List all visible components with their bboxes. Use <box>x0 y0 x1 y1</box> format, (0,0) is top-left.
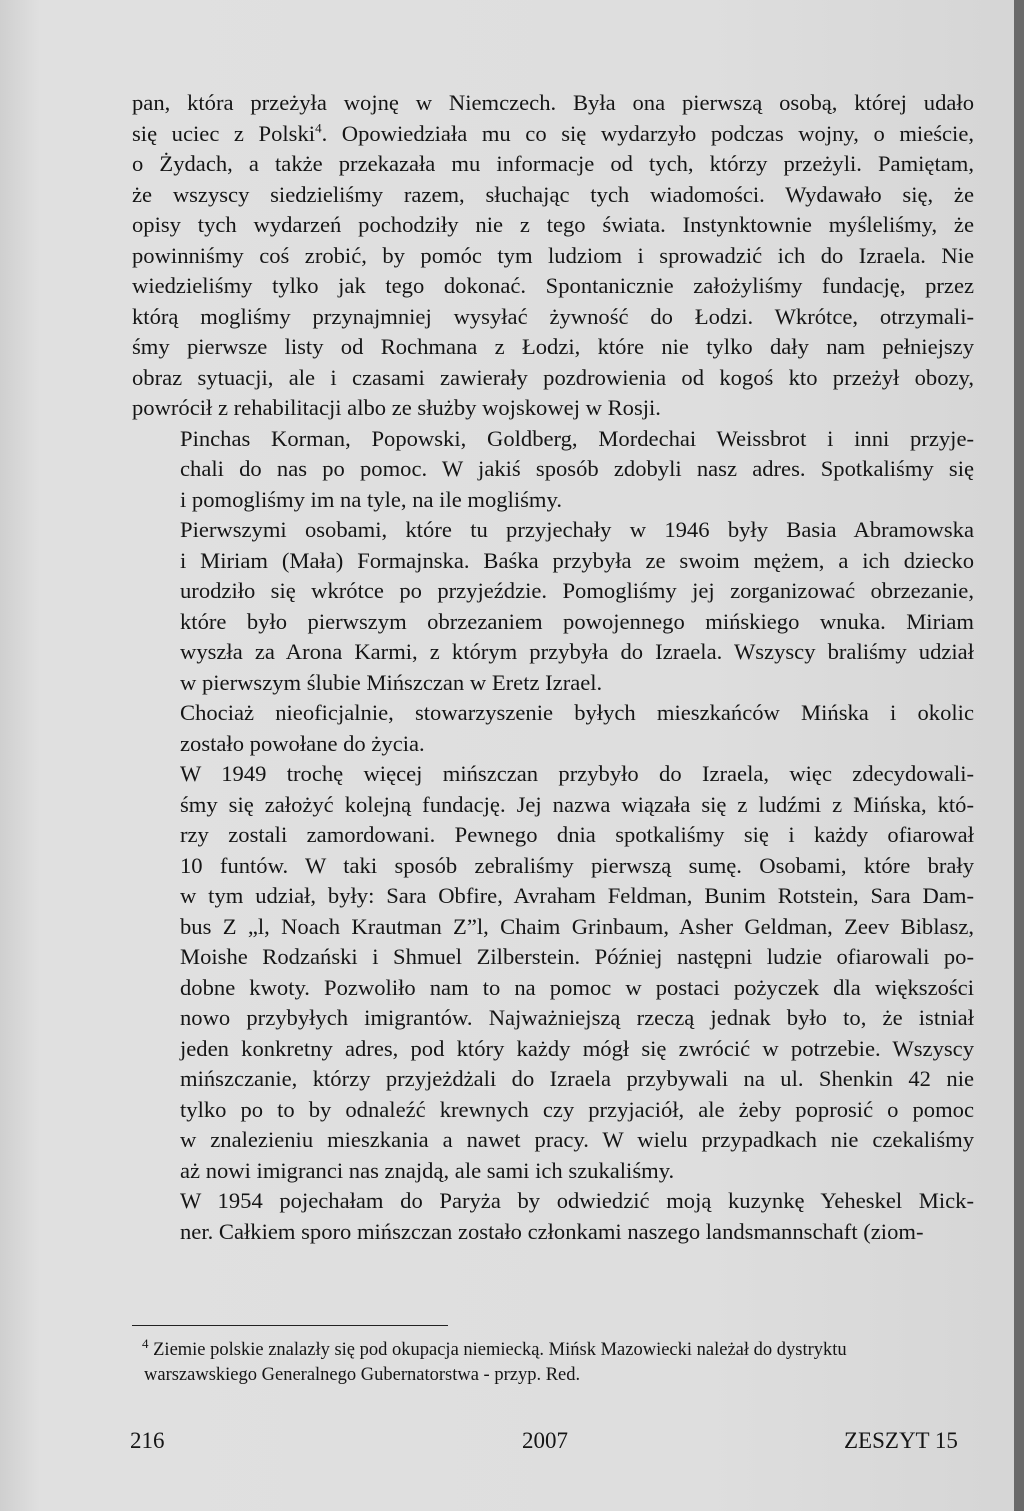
text-line: Pinchas Korman, Popowski, Goldberg, Mordechai Weissbrot i inni przyje- <box>180 425 974 451</box>
text-line: wyszła za Arona Karmi, z którym przybyła do Izraela. Wszyscy braliśmy udział <box>180 639 974 664</box>
text-line: ner. Całkiem sporo mińszczan zostało członkami naszego landsmannschaft (ziom- <box>180 1218 924 1244</box>
paragraph <box>132 759 974 1186</box>
text-line: którą mogliśmy przynajmniej wysyłać żywność do Łodzi. Wkrótce, otrzymali- <box>132 303 974 329</box>
text-line: i Miriam (Mała) Formajnska. Baśka przybyła ze swoim mężem, a ich dziecko <box>180 547 974 573</box>
text-line: które było pierwszym obrzezaniem powojennego mińskiego wnuka. Miriam <box>180 608 974 634</box>
text-line: pan, która przeżyła wojnę w Niemczech. Była ona pierwszą osobą, której udało <box>132 90 974 115</box>
footnote-reference: 4 <box>315 119 322 135</box>
text-line: o Żydach, a także przekazała mu informacje od tych, którzy przeżyli. Pamiętam, <box>132 151 974 176</box>
footer-issue: ZESZYT 15 <box>844 1428 958 1453</box>
text-line: aż nowi imigranci nas znajdą, ale sami ich szukaliśmy. <box>180 1157 675 1183</box>
page-edge-shadow <box>1014 0 1024 1511</box>
text-line: mińszczanie, którzy przyjeżdżali do Izraela przybywali na ul. Shenkin 42 nie <box>180 1066 974 1091</box>
text-line: Chociaż nieoficjalnie, stowarzyszenie byłych mieszkańców Mińska i okolic <box>180 700 974 725</box>
text-line: obraz sytuacji, ale i czasami zawierały pozdrowienia od kogoś kto przeżył obozy, <box>132 364 974 390</box>
body-text <box>132 88 974 1247</box>
text-line: śmy pierwsze listy od Rochmana z Łodzi, które nie tylko dały nam pełniejszy <box>132 334 974 359</box>
text-line: wiedzieliśmy tylko jak tego dokonać. Spontanicznie założyliśmy fundację, przez <box>132 273 974 298</box>
text-line: Moishe Rodzański i Shmuel Zilberstein. Później następni ludzie ofiarowali po- <box>180 944 974 969</box>
text-line: w pierwszym ślubie Mińszczan w Eretz Izrael. <box>180 669 603 695</box>
paragraph <box>132 424 974 516</box>
text-line: rzy zostali zamordowani. Pewnego dnia spotkaliśmy się i każdy ofiarował <box>180 822 974 847</box>
text-line: śmy się założyć kolejną fundację. Jej nazwa wiązała się z ludźmi z Mińska, któ- <box>180 791 974 817</box>
text-line: i pomogliśmy im na tyle, na ile mogliśmy. <box>180 486 562 512</box>
text-line: w tym udział, były: Sara Obfire, Avraham Feldman, Bunim Rotstein, Sara Dam- <box>180 883 974 908</box>
paragraph <box>132 1186 974 1247</box>
footnote-text: Ziemie polskie znalazły się pod okupacja niemiecką. Mińsk Mazowiecki należał do dystryktu <box>153 1340 847 1360</box>
footnote-marker: 4 <box>142 1335 149 1351</box>
footnote-line: warszawskiego Generalnego Gubernatorstwa - przyp. Red. <box>144 1365 581 1385</box>
footnote-separator <box>132 1325 448 1326</box>
text-line: tylko po to by odnaleźć krewnych czy przyjaciół, ale żeby poprosić o pomoc <box>180 1096 974 1122</box>
text-line: się uciec z Polski$^4$. Opowiedziała mu co się wydarzyło podczas wojny, o mieście, <box>132 119 974 146</box>
footnote-line <box>132 1335 974 1363</box>
text-line: powrócił z rehabilitacji albo ze służby wojskowej w Rosji. <box>132 395 661 420</box>
text-line: bus Z „l, Noach Krautman Z”l, Chaim Grinbaum, Asher Geldman, Zeev Biblasz, <box>180 913 974 939</box>
text-line: jeden konkretny adres, pod który każdy mógł się zwrócić w potrzebie. Wszyscy <box>180 1035 974 1061</box>
text-line: zostało powołane do życia. <box>180 730 425 756</box>
text-line: nowo przybyłych imigrantów. Najważniejszą rzeczą jednak było to, że istniał <box>180 1005 974 1030</box>
text-line: że wszyscy siedzieliśmy razem, słuchając tych wiadomości. Wydawało się, że <box>132 181 974 207</box>
text-line: w znalezieniu mieszkania a nawet pracy. W wielu przypadkach nie czekaliśmy <box>180 1127 974 1152</box>
text-line: opisy tych wydarzeń pochodziły nie z tego świata. Instynktownie myśleliśmy, że <box>132 212 974 237</box>
text-line: 10 funtów. W taki sposób zebraliśmy pierwszą sumę. Osobami, które brały <box>180 852 974 878</box>
paragraph <box>132 698 974 759</box>
page-number: 216 <box>130 1428 165 1453</box>
text-line: Pierwszymi osobami, które tu przyjechały w 1946 były Basia Abramowska <box>180 517 974 542</box>
paragraph <box>132 88 974 424</box>
text-line: chali do nas po pomoc. W jakiś sposób zdobyli nasz adres. Spotkaliśmy się <box>180 456 974 481</box>
text-line: W 1954 pojechałam do Paryża by odwiedzić moją kuzynkę Yeheskel Mick- <box>180 1188 974 1213</box>
footer-year: 2007 <box>522 1428 568 1453</box>
text-line: W 1949 trochę więcej mińszczan przybyło do Izraela, więc zdecydowali- <box>180 761 974 786</box>
text-line: dobne kwoty. Pozwoliło nam to na pomoc w postaci pożyczek dla większości <box>180 974 974 1000</box>
text-line: powinniśmy coś zrobić, by pomóc tym ludziom i sprowadzić ich do Izraela. Nie <box>132 242 974 268</box>
text-line: urodziło się wkrótce po przyjeździe. Pomogliśmy jej zorganizować obrzezanie, <box>180 578 974 603</box>
paragraph <box>132 515 974 698</box>
footnote <box>132 1335 974 1388</box>
